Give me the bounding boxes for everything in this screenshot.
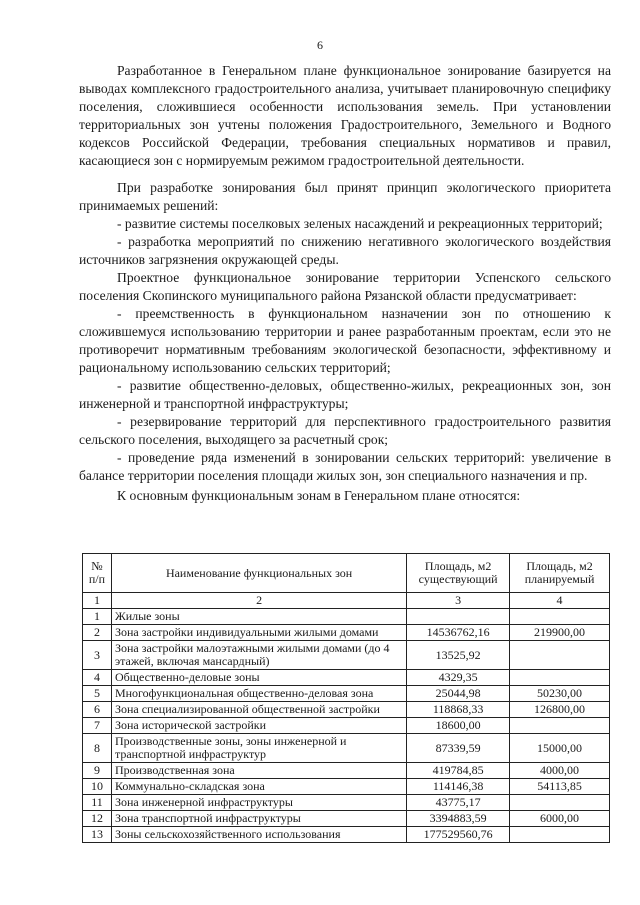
area-existing-cell: 43775,17 [407, 795, 510, 811]
zone-name-cell: Многофункциональная общественно-деловая зона [111, 686, 406, 702]
zones-table [82, 553, 610, 843]
area-planned-cell: 126800,00 [510, 702, 610, 718]
table-row [83, 779, 610, 795]
zone-name-cell: Зона исторической застройки [111, 718, 406, 734]
area-existing-cell: 419784,85 [407, 763, 510, 779]
row-number: 8 [83, 734, 112, 763]
area-existing-cell: 118868,33 [407, 702, 510, 718]
paragraph: - проведение ряда изменений в зонировании сельских территорий: увеличение в балансе территории поселения площади жилых зон, зон специального назначения и пр. [79, 450, 611, 483]
header-zone-name: Наименование функциональных зон [111, 554, 406, 593]
paragraph: Разработанное в Генеральном плане функциональное зонирование базируется на выводах комплексного градостроительного анализа, учитывает планировочную специфику поселения, сложившиеся особенности использования земель. При установлении территориальных зон учтены положения Градостроительного, Земельного и Водного кодексов Российской Федерации, требования специальных нормативов и правил, касающиеся зон с нормируемым режимом градостроительной деятельности. [79, 63, 611, 168]
table-row [83, 609, 610, 625]
zone-name-cell: Зона инженерной инфраструктуры [111, 795, 406, 811]
row-number: 10 [83, 779, 112, 795]
row-number: 2 [83, 625, 112, 641]
header-area-existing: Площадь, м2 существующий [407, 554, 510, 593]
area-planned-cell [510, 718, 610, 734]
index-cell: 1 [83, 593, 112, 609]
row-number: 7 [83, 718, 112, 734]
area-existing-cell [407, 609, 510, 625]
row-number: 11 [83, 795, 112, 811]
area-existing-cell: 25044,98 [407, 686, 510, 702]
table-row [83, 686, 610, 702]
area-planned-cell: 15000,00 [510, 734, 610, 763]
area-existing-cell: 14536762,16 [407, 625, 510, 641]
zone-name-cell: Зона специализированной общественной застройки [111, 702, 406, 718]
table-caption: К основным функциональным зонам в Генеральном плане относятся: [117, 488, 521, 503]
table-header-row [83, 554, 610, 593]
table-row [83, 795, 610, 811]
index-cell: 4 [510, 593, 610, 609]
area-planned-cell: 219900,00 [510, 625, 610, 641]
area-planned-cell [510, 609, 610, 625]
row-number: 3 [83, 641, 112, 670]
row-number: 12 [83, 811, 112, 827]
table-row [83, 734, 610, 763]
row-number: 4 [83, 670, 112, 686]
area-existing-cell: 4329,35 [407, 670, 510, 686]
row-number: 13 [83, 827, 112, 843]
area-existing-cell: 13525,92 [407, 641, 510, 670]
paragraph: - разработка мероприятий по снижению негативного экологического воздействия источников загрязнения окружающей среды. [79, 234, 611, 267]
table-index-row [83, 593, 610, 609]
area-planned-cell [510, 670, 610, 686]
area-existing-cell: 3394883,59 [407, 811, 510, 827]
paragraph: - резервирование территорий для перспективного градостроительного развития сельского поселения, выходящего за расчетный срок; [79, 414, 611, 447]
zone-name-cell: Производственная зона [111, 763, 406, 779]
area-planned-cell: 4000,00 [510, 763, 610, 779]
zone-name-cell: Жилые зоны [111, 609, 406, 625]
area-existing-cell: 87339,59 [407, 734, 510, 763]
body-text [79, 62, 611, 505]
area-planned-cell [510, 827, 610, 843]
paragraph: - преемственность в функциональном назначении зон по отношению к сложившемуся использованию территории и ранее разработанным проектам, если это не противоречит нормативным требованиям экологической безопасности, эффективному и рациональному использованию сельских территорий; [79, 306, 611, 375]
area-existing-cell: 18600,00 [407, 718, 510, 734]
table-row [83, 641, 610, 670]
area-planned-cell: 50230,00 [510, 686, 610, 702]
row-number: 5 [83, 686, 112, 702]
page-number: 6 [317, 38, 323, 52]
zone-name-cell: Зона застройки индивидуальными жилыми домами [111, 625, 406, 641]
zone-name-cell: Зоны сельскохозяйственного использования [111, 827, 406, 843]
table-row [83, 625, 610, 641]
row-number: 6 [83, 702, 112, 718]
header-num: № п/п [83, 554, 112, 593]
area-planned-cell: 6000,00 [510, 811, 610, 827]
paragraph: Проектное функциональное зонирование территории Успенского сельского поселения Скопинского муниципального района Рязанской области предусматривает: [79, 270, 611, 303]
index-cell: 2 [111, 593, 406, 609]
row-number: 1 [83, 609, 112, 625]
zone-name-cell: Общественно-деловые зоны [111, 670, 406, 686]
table-row [83, 718, 610, 734]
row-number: 9 [83, 763, 112, 779]
table-row [83, 811, 610, 827]
paragraph: - развитие общественно-деловых, общественно-жилых, рекреационных зон, зон инженерной и транспортной инфраструктуры; [79, 378, 611, 411]
header-area-planned: Площадь, м2 планируемый [510, 554, 610, 593]
table-row [83, 763, 610, 779]
table-row [83, 827, 610, 843]
zone-name-cell: Производственные зоны, зоны инженерной и транспортной инфраструктур [111, 734, 406, 763]
area-planned-cell: 54113,85 [510, 779, 610, 795]
zone-name-cell: Зона застройки малоэтажными жилыми домами (до 4 этажей, включая мансардный) [111, 641, 406, 670]
paragraph: - развитие системы поселковых зеленых насаждений и рекреационных территорий; [117, 216, 603, 231]
area-planned-cell [510, 795, 610, 811]
index-cell: 3 [407, 593, 510, 609]
area-planned-cell [510, 641, 610, 670]
zone-name-cell: Коммунально-складская зона [111, 779, 406, 795]
table-row [83, 702, 610, 718]
area-existing-cell: 114146,38 [407, 779, 510, 795]
area-existing-cell: 177529560,76 [407, 827, 510, 843]
zone-name-cell: Зона транспортной инфраструктуры [111, 811, 406, 827]
table-row [83, 670, 610, 686]
paragraph: При разработке зонирования был принят принцип экологического приоритета принимаемых решений: [79, 180, 611, 213]
